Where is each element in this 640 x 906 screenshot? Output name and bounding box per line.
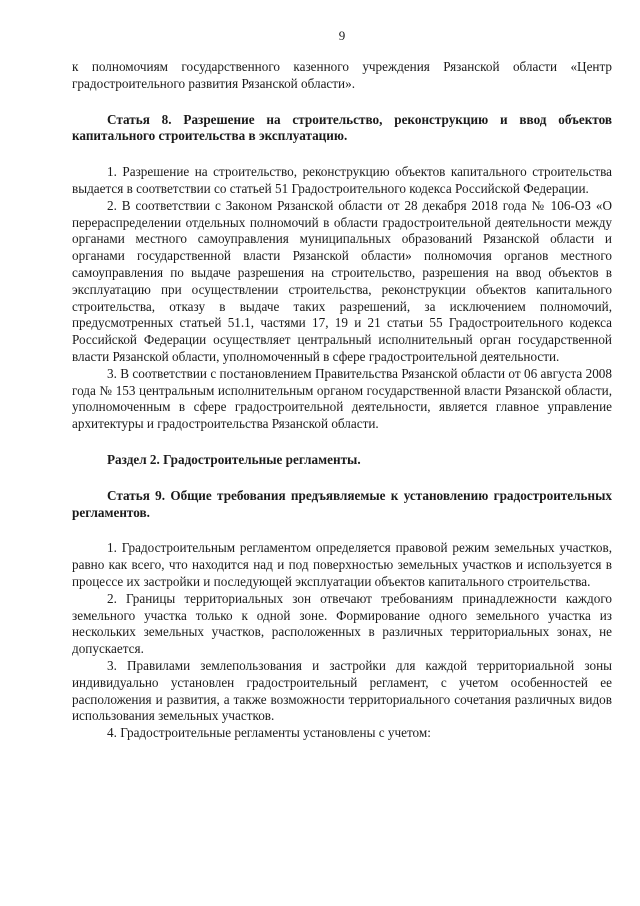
spacer — [72, 433, 612, 452]
article-9-paragraph-2: 2. Границы территориальных зон отвечают требованиям принадлежности каждого земельного участка только к одной зоне. Формирование одного земельного участка из нескольких земельных участков, расположенных в различных территориальных зонах, не допускается. — [72, 590, 612, 657]
article-9-paragraph-4: 4. Градостроительные регламенты установлены с учетом: — [107, 725, 431, 741]
article-8-paragraph-2: 2. В соответствии с Законом Рязанской области от 28 декабря 2018 года № 106-ОЗ «О перераспределении отдельных полномочий в области градостроительной деятельности между органами местного самоуправления муниципальных образований Рязанской области и органами государственной власти Рязанской области» полномочия органов местного самоуправления по выдаче разрешения на строительство, разрешения на ввод объектов в эксплуатацию при осуществлении строительства, реконструкции объектов капитального строительства, отказу в выдаче таких разрешений, за исключением полномочий, предусмотренных статьей 51.1, частями 17, 19 и 21 статьи 55 Градостроительного кодекса Российской Федерации осуществляет центральный исполнительный орган государственной власти Рязанской области, уполномоченный в сфере градостроительной деятельности. — [72, 197, 612, 364]
article-9-paragraph-1: 1. Градостроительным регламентом определяется правовой режим земельных участков, равно как всего, что находится над и под поверхностью земельных участков и используется в процессе их застройки и последующей эксплуатации объектов капитального строительства. — [72, 540, 612, 589]
section-2-heading: Раздел 2. Градостроительные регламенты. — [107, 451, 361, 467]
paragraph-continuation: к полномочиям государственного казенного учреждения Рязанской области «Центр градостроительного развития Рязанской области». — [72, 59, 612, 91]
article-9-heading: Статья 9. Общие требования предъявляемые к установлению градостроительных регламентов. — [72, 487, 612, 520]
document-page — [72, 28, 612, 898]
spacer — [72, 145, 612, 164]
article-8-heading: Статья 8. Разрешение на строительство, реконструкцию и ввод объектов капитального строительства в эксплуатацию. — [72, 111, 612, 144]
spacer — [72, 521, 612, 540]
spacer — [72, 469, 612, 488]
article-8-paragraph-3: 3. В соответствии с постановлением Правительства Рязанской области от 06 августа 2008 года № 153 центральным исполнительным органом государственной власти Рязанской области, уполномоченным в сфере градостроительной деятельности, является главное управление архитектуры и градостроительства Рязанской области. — [72, 365, 612, 432]
article-8-paragraph-1: 1. Разрешение на строительство, реконструкцию объектов капитального строительства выдается в соответствии со статьей 51 Градостроительного кодекса Российской Федерации. — [72, 164, 612, 196]
spacer — [72, 93, 612, 112]
article-9-paragraph-3: 3. Правилами землепользования и застройки для каждой территориальной зоны индивидуально установлен градостроительный регламент, с учетом особенностей ее расположения и развития, а также возможности территориального сочетания различных видов использования земельных участков. — [72, 657, 612, 724]
page-number: 9 — [338, 28, 346, 43]
